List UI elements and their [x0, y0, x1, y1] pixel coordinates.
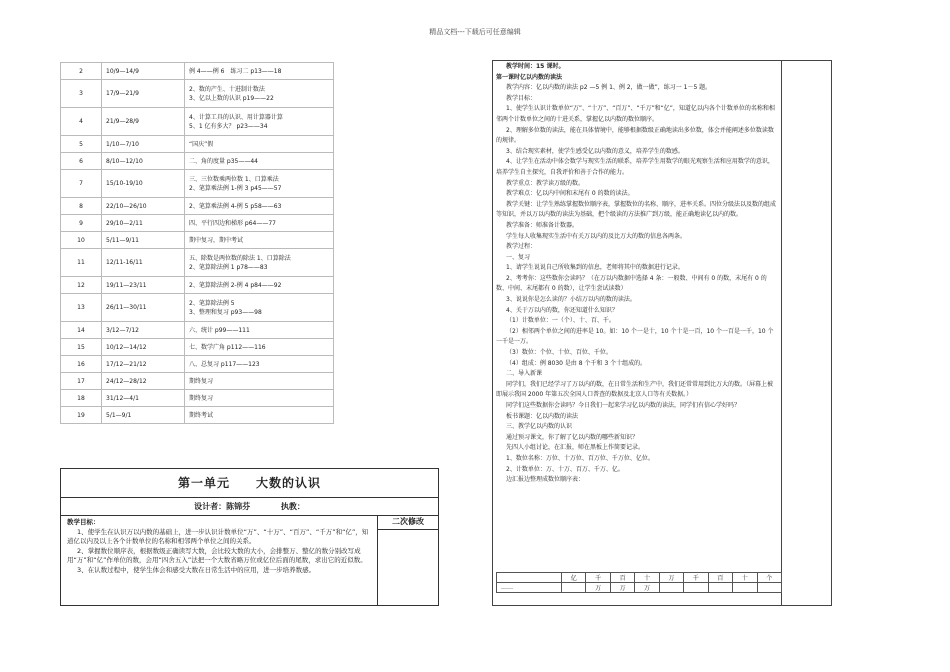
- lesson-line: 3、说说你是怎么读的？小结万以内的数的读法。: [506, 296, 636, 304]
- schedule-row: [61, 322, 334, 339]
- goal-item: 2、掌握数位顺序表，根据数级正确读写大数，会比较大数的大小，会排整万、整亿的数分别改写成用“万”和“亿”作单位的数，会用“四舍五入”法把一个大数省略万位或亿位后面的尾数，求出它的近似数。: [67, 546, 367, 564]
- place-value-cell: [684, 583, 708, 593]
- week-cell: 18: [61, 390, 102, 407]
- place-value-cell: 千: [684, 573, 708, 583]
- place-value-cell: 万: [635, 583, 659, 593]
- content-cell: 期终复习: [185, 390, 334, 407]
- revision-label: 二次修改: [378, 515, 438, 530]
- week-cell: 16: [61, 356, 102, 373]
- place-value-cell: 十: [635, 573, 659, 583]
- date-cell: 15/10-19/10: [102, 170, 185, 198]
- date-cell: 5/11—9/11: [102, 232, 185, 249]
- place-value-cell: ……: [497, 583, 562, 593]
- week-cell: 17: [61, 373, 102, 390]
- schedule-row: [61, 356, 334, 373]
- date-cell: 26/11—30/11: [102, 294, 185, 322]
- schedule-row: [61, 294, 334, 322]
- schedule-row: [61, 153, 334, 170]
- week-cell: 5: [61, 136, 102, 153]
- lesson-line: 学生每人收集现实生活中有关万以内的及比万大的数的信息各两条。: [506, 232, 687, 240]
- lesson-plan: [496, 62, 778, 486]
- designer-row: [61, 498, 438, 516]
- date-cell: 24/12—28/12: [102, 373, 185, 390]
- lesson-line: 教学时间：15 课时。: [506, 63, 565, 70]
- lesson-line: （1）计数单位：一（个）、十、百、千。: [506, 317, 615, 325]
- date-cell: 8/10—12/10: [102, 153, 185, 170]
- unit-title: 第一单元 大数的认识: [61, 469, 438, 498]
- schedule-row: [61, 390, 334, 407]
- place-value-cell: [757, 583, 782, 593]
- week-cell: 12: [61, 277, 102, 294]
- date-cell: 10/9—14/9: [102, 63, 185, 80]
- schedule-row: [61, 108, 334, 136]
- place-value-cell: 万: [586, 583, 610, 593]
- content-cell: 2、笔算乘法例 4-例 5 p58——63: [185, 198, 334, 215]
- schedule-row: [61, 215, 334, 232]
- content-cell: 期终复习: [185, 373, 334, 390]
- week-cell: 9: [61, 215, 102, 232]
- content-cell: 五、除数是两位数的除法 1、口算除法 2、笔算除法例 1 p78——83: [185, 249, 334, 277]
- place-value-cell: 万: [659, 573, 683, 583]
- schedule-row: [61, 407, 334, 424]
- week-cell: 3: [61, 80, 102, 108]
- lesson-line: 4、让学生在活动中体会数学与现实生活的联系，培养学生用数学的眼光观察生活和应用数学的意识，培养学生自主探究，自我评价和善于合作的能力。: [496, 158, 774, 176]
- lesson-line: 同学们，我们已经学习了万以内的数，在日常生活和生产中，我们还常常用到比万大的数。（屏幕上被即展示我国 2000 年第五次全国人口普查的数据及北京人口等有关数据。）: [496, 380, 774, 399]
- content-cell: 六、统计 p99——111: [185, 322, 334, 339]
- schedule-row: [61, 198, 334, 215]
- lesson-line: 三、教学亿以内数的认识: [506, 423, 573, 431]
- schedule-row: [61, 63, 334, 80]
- lesson-line: 教学准备：师准备计数器。: [506, 221, 579, 229]
- week-cell: 7: [61, 170, 102, 198]
- lesson-line: 教学过程：: [506, 243, 537, 251]
- schedule-table: [60, 62, 334, 424]
- week-cell: 4: [61, 108, 102, 136]
- place-value-cell: [659, 583, 683, 593]
- date-cell: 5/1—9/1: [102, 407, 185, 424]
- lesson-line: 第一课时亿以内数的读法: [496, 73, 563, 81]
- lesson-line: 板书课题：亿以内数的读法: [506, 412, 579, 420]
- date-cell: 17/12—21/12: [102, 356, 185, 373]
- unit-box: [60, 468, 439, 606]
- unit-goals: [61, 515, 378, 605]
- date-cell: 29/10—2/11: [102, 215, 185, 232]
- lesson-line: 教学重点：教学读万级的数。: [506, 179, 585, 187]
- week-cell: 6: [61, 153, 102, 170]
- lesson-line: 边汇报边整理成数位顺序表：: [506, 476, 585, 484]
- week-cell: 13: [61, 294, 102, 322]
- content-cell: 四、平行四边和梯形 p64——77: [185, 215, 334, 232]
- page-header: 精品文档---下载后可任意编辑: [429, 28, 521, 36]
- lesson-line: 二、导入新课: [506, 370, 543, 378]
- lesson-line: 一、复习: [506, 253, 531, 261]
- lesson-line: 教学目标：: [506, 94, 537, 102]
- lesson-line: 2、考考你：这些数你会读吗？（在万以内数据中选择 4 条：一般数、中间有 0 的数，末尾有 0 的数、中间、末尾都有 0 的数），让学生尝试读数）: [496, 274, 767, 293]
- schedule-row: [61, 136, 334, 153]
- schedule-row: [61, 170, 334, 198]
- schedule-row: [61, 277, 334, 294]
- place-value-cell: 十: [733, 573, 757, 583]
- content-cell: 2、笔算除法例 2-例 4 p84——92: [185, 277, 334, 294]
- content-cell: 期中复习，期中考试: [185, 232, 334, 249]
- place-value-cell: [733, 583, 757, 593]
- lesson-line: （3）数位：个位、十位、百位、千位。: [506, 349, 612, 357]
- lesson-line: 教学难点：亿以内中间和末尾有 0 的数的读法。: [506, 190, 634, 198]
- place-value-table: [496, 572, 782, 593]
- lesson-line: 先四人小组讨论，在汇报，师在黑板上作简要记录。: [506, 444, 645, 452]
- schedule-row: [61, 373, 334, 390]
- lesson-line: 通过预习课文，你了解了亿以内数的哪些新知识？: [506, 433, 639, 441]
- week-cell: 11: [61, 249, 102, 277]
- week-cell: 8: [61, 198, 102, 215]
- date-cell: 22/10—26/10: [102, 198, 185, 215]
- lesson-line: 1、数位名称：万位、十万位、百万位、千万位、亿位。: [506, 454, 654, 462]
- lesson-line: 2、理解多位数的读法，能在具体情境中，能够根据数级正确地读出多位数，体会并能阐述多位数读数的规律。: [496, 126, 774, 145]
- place-value-cell: 亿: [562, 573, 586, 583]
- goal-item: 1、使学生在认识万以内数的基础上，进一步认识计数单位“万”、“十万”、“百万”、“千万”和“亿”，知道亿以内及以上各个计数单位的名称和相邻两个单位之间的关系。: [67, 527, 369, 545]
- place-value-cell: 个: [757, 573, 782, 583]
- week-cell: 14: [61, 322, 102, 339]
- schedule-row: [61, 249, 334, 277]
- lesson-line: 1、请学生说说自己所收集到的信息，老师将其中的数据进行记录。: [506, 264, 684, 272]
- schedule-row: [61, 80, 334, 108]
- lesson-line: 4、关于万以内的数，你还知道什么知识？: [506, 306, 618, 314]
- schedule-row: [61, 232, 334, 249]
- lesson-line: （2）相邻两个单位之间的进率是 10。如：10 个一是十，10 个十是一百，10 个一百是一千，10 个一千是一万。: [496, 327, 774, 346]
- content-cell: 例 4——例 6 练习二 p13——18: [185, 63, 334, 80]
- content-cell: 2、数的产生、十进制计数法 3、亿以上数的认识 p19——22: [185, 80, 334, 108]
- lesson-line: 1、使学生认识计数单位“万”、“十万”、“百万”、“千万”和“亿”，知道亿以内各个计数单位的名称和相邻两个计数单位之间的十进关系，掌握亿以内数的数位顺序。: [496, 105, 775, 123]
- goal-heading: 教学目标：: [67, 518, 100, 526]
- date-cell: 3/12—7/12: [102, 322, 185, 339]
- date-cell: 21/9—28/9: [102, 108, 185, 136]
- content-cell: 二、角的度量 p35——44: [185, 153, 334, 170]
- goal-item: 3、在认数过程中，使学生体会和感受大数在日常生活中的应用，进一步培养数感。: [77, 565, 316, 574]
- lesson-line: 3、结合现实素材，使学生感受亿以内数的意义，培养学生的数感。: [506, 147, 684, 155]
- content-cell: 八、总复习 p117——123: [185, 356, 334, 373]
- lesson-line: 教学关键：让学生熟练掌握数位顺序表，掌握数位的名称、顺序，进率关系。四位分级法以及数的组成等知识，并以万以内数的读法为基础，把个级读的方法推广到万级，能正确地读亿以内的数。: [496, 200, 777, 219]
- lesson-line: 同学们这些数据你会读吗？今日我们一起来学习亿以内数的读法，同学们有信心学好吗？: [506, 402, 741, 409]
- lesson-line: 教学内容：亿以内数的读法 p2 —5 例 1、例 2，做一做”，练习一 1－5 题。: [506, 84, 712, 92]
- content-cell: 2、笔算除法例 5 3、整理和复习 p93——98: [185, 294, 334, 322]
- place-value-cell: [708, 583, 732, 593]
- content-cell: 4、计算工具的认识、用计算器计算 5、1 亿有多大？ p23——34: [185, 108, 334, 136]
- content-cell: 三、三位数乘两位数 1、口算乘法 2、笔算乘法例 1-例 3 p45——57: [185, 170, 334, 198]
- date-cell: 17/9—21/9: [102, 80, 185, 108]
- place-value-cell: 百: [708, 573, 732, 583]
- place-value-cell: 千: [586, 573, 610, 583]
- place-value-cell: 百: [610, 573, 634, 583]
- week-cell: 10: [61, 232, 102, 249]
- place-value-cell: 万: [610, 583, 634, 593]
- week-cell: 2: [61, 63, 102, 80]
- place-value-cell: [497, 573, 562, 583]
- date-cell: 31/12—4/1: [102, 390, 185, 407]
- lesson-line: （4）组成：例 8030 是由 8 个千和 3 个十组成的。: [506, 359, 647, 367]
- place-value-cell: [562, 583, 586, 593]
- content-cell: 七、数学广角 p112——116: [185, 339, 334, 356]
- date-cell: 10/12—14/12: [102, 339, 185, 356]
- week-cell: 19: [61, 407, 102, 424]
- designer-label: 设计者：陈锦芬: [194, 502, 251, 511]
- lesson-line: 2、计数单位：万、十万、百万、千万、亿。: [506, 465, 624, 473]
- date-cell: 12/11-16/11: [102, 249, 185, 277]
- week-cell: 15: [61, 339, 102, 356]
- date-cell: 1/10—7/10: [102, 136, 185, 153]
- teacher-label: 执教：: [280, 502, 305, 511]
- schedule-row: [61, 339, 334, 356]
- date-cell: 19/11—23/11: [102, 277, 185, 294]
- content-cell: 期终考试: [185, 407, 334, 424]
- content-cell: “国庆”假: [185, 136, 334, 153]
